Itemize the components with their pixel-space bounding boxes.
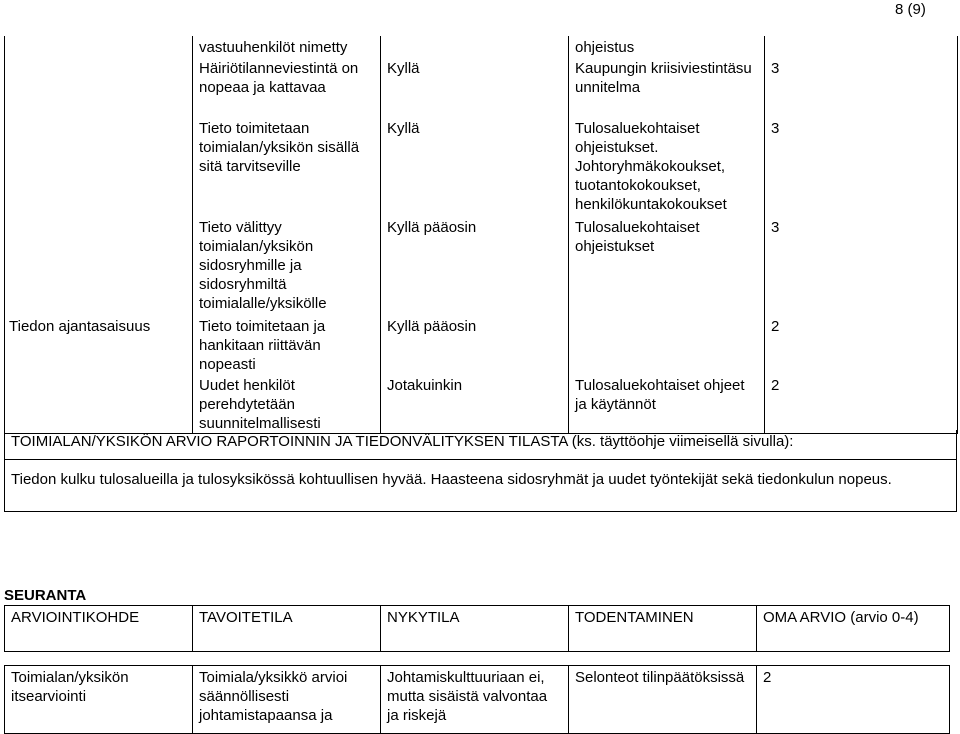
table-row xyxy=(5,216,958,315)
table-cell: Tulosaluekohtaiset ohjeistukset xyxy=(569,216,765,315)
page-number: 8 (9) xyxy=(895,1,926,18)
table-cell: Tulosaluekohtaiset ohjeet ja käytännöt xyxy=(569,374,765,434)
table-row xyxy=(5,666,950,734)
table-row xyxy=(5,374,958,434)
table-cell xyxy=(5,374,193,434)
table-cell: Tulosaluekohtaiset ohjeistukset. Johtoryhmäkokoukset, tuotantokokoukset, henkilökuntakokoukset xyxy=(569,117,765,216)
report-text-box xyxy=(4,460,957,512)
table-cell: 3 xyxy=(765,117,958,216)
table-cell: Tieto toimitetaan toimialan/yksikön sisällä sitä tarvitseville xyxy=(193,117,381,216)
column-header: NYKYTILA xyxy=(381,606,569,652)
table-cell xyxy=(5,36,193,57)
report-heading-box xyxy=(4,430,957,460)
table-cell: Kyllä xyxy=(381,57,569,117)
table-row xyxy=(5,57,958,117)
table-cell: Johtamiskulttuuriaan ei, mutta sisäistä valvontaa ja riskejä xyxy=(381,666,569,734)
table-cell: Tieto toimitetaan ja hankitaan riittävän nopeasti xyxy=(193,315,381,374)
table-cell: Jotakuinkin xyxy=(381,374,569,434)
column-header: ARVIOINTIKOHDE xyxy=(5,606,193,652)
table-cell: ohjeistus xyxy=(569,36,765,57)
table-row xyxy=(5,315,958,374)
table-cell: Tiedon ajantasaisuus xyxy=(5,315,193,374)
section-title: SEURANTA xyxy=(4,587,87,604)
table-cell: Häiriötilanneviestintä on nopeaa ja kattavaa xyxy=(193,57,381,117)
table-cell: 2 xyxy=(757,666,950,734)
table-cell: Kaupungin kriisiviestintäsuunnitelma xyxy=(569,57,765,117)
table-cell: 2 xyxy=(765,315,958,374)
table-cell xyxy=(5,216,193,315)
table-cell: Toimiala/yksikkö arvioi säännöllisesti johtamistapaansa ja xyxy=(193,666,381,734)
column-header: OMA ARVIO (arvio 0-4) xyxy=(757,606,950,652)
table-cell: Uudet henkilöt perehdytetään suunnitelmallisesti xyxy=(193,374,381,434)
table-cell: 3 xyxy=(765,57,958,117)
table-cell: Tieto välittyy toimialan/yksikön sidosryhmille ja sidosryhmiltä toimialalle/yksikölle xyxy=(193,216,381,315)
table-cell xyxy=(5,57,193,117)
column-header: TAVOITETILA xyxy=(193,606,381,652)
report-heading: TOIMIALAN/YKSIKÖN ARVIO RAPORTOINNIN JA TIEDONVÄLITYKSEN TILASTA (ks. täyttöohje viimeisellä sivulla): xyxy=(11,433,794,450)
followup-table xyxy=(4,665,950,734)
table-cell: Kyllä pääosin xyxy=(381,315,569,374)
table-cell xyxy=(381,36,569,57)
table-cell: vastuuhenkilöt nimetty xyxy=(193,36,381,57)
followup-header-table xyxy=(4,605,950,652)
table-cell xyxy=(765,36,958,57)
table-cell: 2 xyxy=(765,374,958,434)
table-row xyxy=(5,36,958,57)
table-cell: Kyllä pääosin xyxy=(381,216,569,315)
table-cell: Kyllä xyxy=(381,117,569,216)
table-header-row xyxy=(5,606,950,652)
table-cell: 3 xyxy=(765,216,958,315)
column-header: TODENTAMINEN xyxy=(569,606,757,652)
evaluation-table xyxy=(4,36,958,434)
table-cell: Toimialan/yksikön itsearviointi xyxy=(5,666,193,734)
table-cell xyxy=(569,315,765,374)
table-row xyxy=(5,117,958,216)
report-text: Tiedon kulku tulosalueilla ja tulosyksikössä kohtuullisen hyvää. Haasteena sidosryhmät ja uudet työntekijät sekä tiedonkulun nopeus. xyxy=(11,471,892,488)
table-cell xyxy=(5,117,193,216)
table-cell: Selonteot tilinpäätöksissä xyxy=(569,666,757,734)
